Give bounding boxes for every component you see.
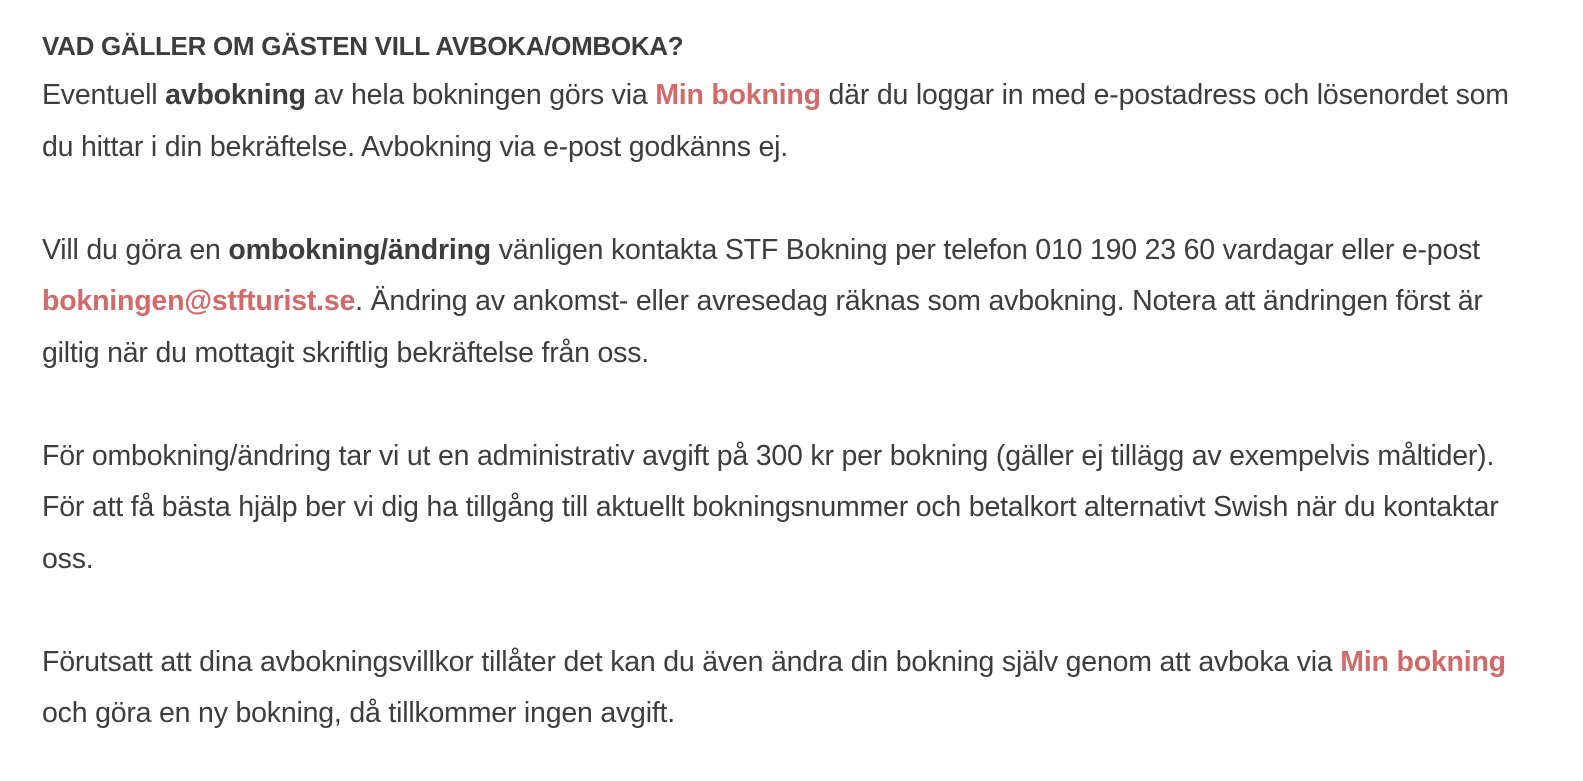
text-segment: Vill du göra en	[42, 233, 229, 266]
text-segment: och göra en ny bokning, då tillkommer ingen avgift.	[42, 697, 675, 729]
paragraph-cancellation	[42, 70, 1542, 173]
text-segment: av hela bokningen görs via	[305, 79, 656, 111]
text-segment: Förutsatt att dina avbokningsvillkor tillåter det kan du även ändra din bokning själv genom att avboka via	[42, 645, 1341, 678]
faq-content	[42, 22, 1542, 740]
text-segment: För ombokning/ändring tar vi ut en administrativ avgift på 300 kr per bokning (gäller ej tillägg av exempelvis måltider). För att få bästa hjälp ber vi dig ha tillgång till aktuellt bokningsnummer och betalkort alternativt Swish när du kontaktar oss.	[42, 439, 1499, 575]
text-segment: . Ändring av ankomst- eller avresedag räknas som avbokning. Notera att ändringen först är giltig när du mottagit skriftlig bekräftelse från oss.	[42, 285, 1483, 369]
text-segment: vänligen kontakta STF Bokning per telefon 010 190 23 60 vardagar eller e-post	[490, 233, 1480, 266]
bold-ombokning: ombokning/ändring	[228, 233, 491, 266]
min-bokning-link[interactable]: Min bokning	[655, 79, 821, 111]
paragraph-fee	[42, 431, 1542, 586]
paragraph-rebooking	[42, 225, 1542, 380]
bold-avbokning: avbokning	[165, 79, 306, 111]
text-segment: Eventuell	[42, 79, 166, 111]
email-link[interactable]: bokningen@stfturist.se	[42, 285, 356, 317]
paragraph-self-service	[42, 637, 1542, 740]
section-heading: VAD GÄLLER OM GÄSTEN VILL AVBOKA/OMBOKA?	[42, 31, 684, 61]
min-bokning-link-2[interactable]: Min bokning	[1340, 645, 1506, 678]
text-segment: där du loggar in med e-postadress och lösenordet som du hittar i din bekräftelse. Avbokning via e-post godkänns ej.	[42, 79, 1509, 163]
